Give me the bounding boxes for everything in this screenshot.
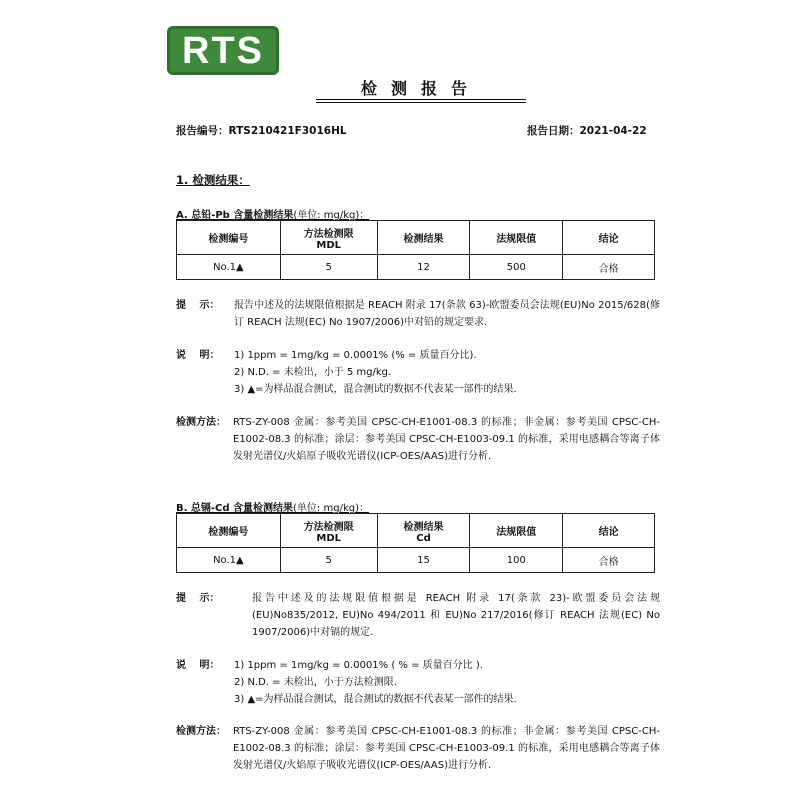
report-date (527, 123, 647, 138)
tip-text: 报告中述及的法规限值根据是 REACH 附录 17(条款 63)-欧盟委员会法规(EU)No 2015/628(修订 REACH 法规(EC) No 1907/2006)中对铅的规定要求. (234, 300, 660, 328)
results-heading: 1. 检测结果： (176, 173, 250, 187)
table-row (177, 548, 655, 573)
header-cell: 结论 (563, 221, 655, 255)
notes-label: 说 明： (176, 350, 220, 361)
header-cell: 检测编号 (177, 514, 281, 548)
note-item: 1) 1ppm = 1mg/kg = 0.0001% (% = 质量百分比). (234, 350, 477, 361)
result-cell: 12 (377, 255, 470, 280)
title-underline (316, 99, 526, 100)
section-b-heading (176, 499, 369, 514)
sample-id-cell: No.1▲ (177, 548, 281, 573)
rts-logo (167, 26, 279, 75)
method-label: 检测方法： (176, 417, 226, 428)
result-cell: 15 (377, 548, 470, 573)
report-number (176, 123, 347, 138)
note-item: 3) ▲=为样品混合测试，混合测试的数据不代表某一部件的结果. (234, 384, 517, 395)
title-underline-double (316, 102, 526, 103)
header-cell: 法规限值 (470, 221, 563, 255)
table-header-row (177, 221, 655, 255)
header-cell: 检测结果 Cd (377, 514, 470, 548)
tip-text: 报告中述及的法规限值根据是 REACH 附录 17(条款 23)-欧盟委员会法规(EU)No835/2012, EU)No 494/2011 和 EU)No 217/2016(修订 REACH 法规(EC) No 1907/2006)中对镉的规定. (252, 593, 660, 638)
note-item: 3) ▲=为样品混合测试，混合测试的数据不代表某一部件的结果. (234, 694, 517, 705)
document-title: 检测报告 (360, 79, 481, 98)
section-a-title: A. 总铅-Pb 含量检测结果 (176, 210, 294, 221)
note-item: 1) 1ppm = 1mg/kg = 0.0001% ( % = 质量百分比 ). (234, 660, 483, 671)
limit-cell: 100 (470, 548, 563, 573)
report-date-value: 2021-04-22 (579, 125, 647, 137)
header-cell: 方法检测限 MDL (280, 514, 377, 548)
section-a-table (176, 220, 655, 280)
section-a-heading (176, 206, 369, 221)
note-item: 2) N.D. = 未检出，小于 5 mg/kg. (234, 367, 392, 378)
method-text: RTS-ZY-008 金属：参考美国 CPSC-CH-E1001-08.3 的标准；非金属：参考美国 CPSC-CH-E1002-08.3 的标准；涂层：参考美国 CPSC-CH-E1003-09.1 的标准，采用电感耦合等离子体发射光谱仪/火焰原子吸收光谱仪(ICP-OES/AAS)进行分析. (233, 726, 660, 771)
logo-text: RTS (182, 29, 264, 72)
notes-label: 说 明： (176, 660, 220, 671)
method-label: 检测方法： (176, 726, 226, 737)
tip-label: 提 示： (176, 593, 220, 604)
note-item: 2) N.D. = 未检出，小于方法检测限. (234, 677, 397, 688)
table-header-row (177, 514, 655, 548)
tip-label: 提 示： (176, 300, 220, 311)
header-cell: 结论 (563, 514, 655, 548)
mdl-cell: 5 (280, 255, 377, 280)
header-cell: 检测结果 (377, 221, 470, 255)
header-cell: 检测编号 (177, 221, 281, 255)
section-b-unit: (单位: mg/kg)： (293, 503, 369, 514)
section-b-table (176, 513, 655, 573)
mdl-cell: 5 (280, 548, 377, 573)
report-number-label: 报告编号： (176, 125, 229, 137)
section-a-unit: (单位: mg/kg)： (293, 210, 370, 221)
sample-id-cell: No.1▲ (177, 255, 281, 280)
report-date-label: 报告日期： (527, 125, 580, 137)
method-text: RTS-ZY-008 金属：参考美国 CPSC-CH-E1001-08.3 的标准；非金属：参考美国 CPSC-CH-E1002-08.3 的标准；涂层：参考美国 CPSC-CH-E1003-09.1 的标准，采用电感耦合等离子体发射光谱仪/火焰原子吸收光谱仪(ICP-OES/AAS)进行分析. (233, 417, 660, 462)
table-row (177, 255, 655, 280)
conclusion-cell: 合格 (563, 548, 655, 573)
conclusion-cell: 合格 (563, 255, 655, 280)
section-b-title: B. 总镉-Cd 含量检测结果 (176, 503, 294, 514)
limit-cell: 500 (470, 255, 563, 280)
report-number-value: RTS210421F3016HL (228, 125, 347, 137)
header-cell: 法规限值 (470, 514, 563, 548)
header-cell: 方法检测限 MDL (280, 221, 377, 255)
